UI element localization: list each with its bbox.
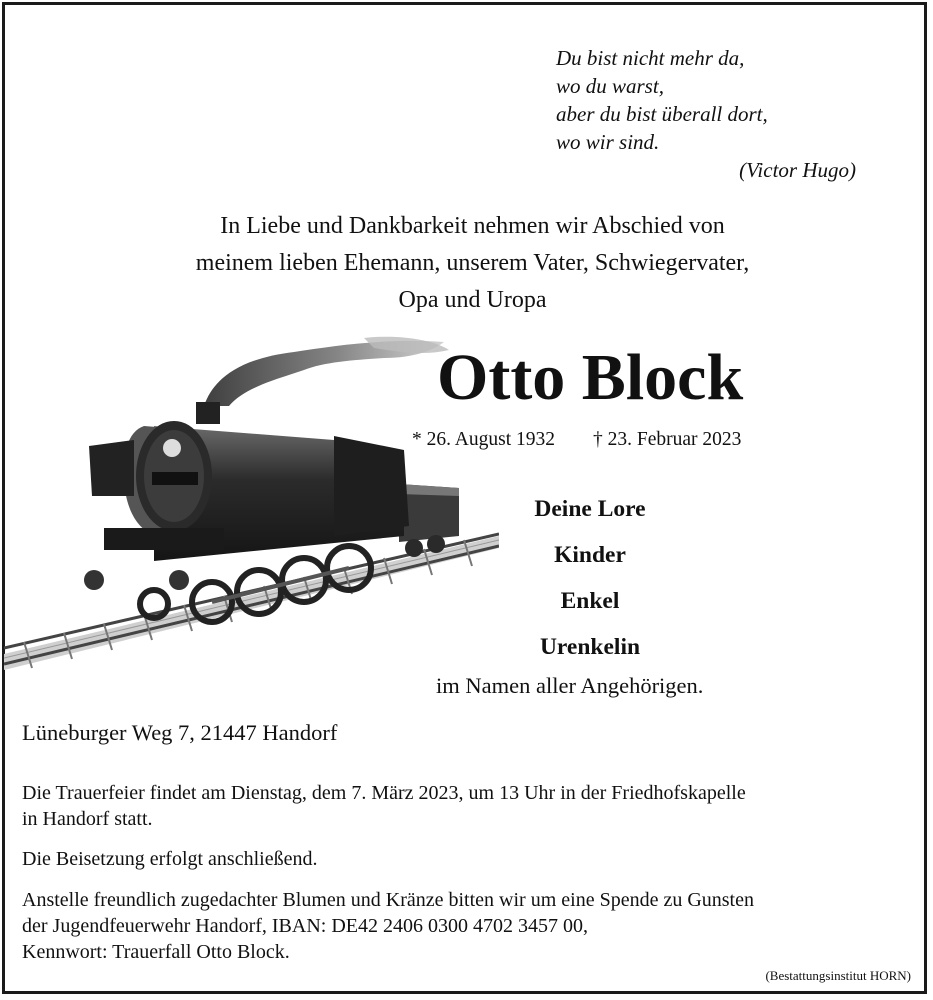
mourners-list [490,486,690,670]
intro-line: Opa und Uropa [398,287,547,313]
buffer [84,570,104,590]
intro-line: In Liebe und Dankbarkeit nehmen wir Abschied von [220,213,725,239]
donation-line: der Jugendfeuerwehr Handorf, IBAN: DE42 2406 0300 4702 3457 00, [22,915,588,937]
railway-track [4,534,499,670]
poem-attribution: (Victor Hugo) [739,158,856,182]
poem-quote [556,44,876,184]
poem-line: Du bist nicht mehr da, [556,46,745,70]
intro-text [100,208,845,319]
steam-locomotive-illustration [4,336,499,672]
service-line: in Handorf statt. [22,808,153,830]
donation-info [22,887,902,965]
burial-info: Die Beisetzung erfolgt anschließend. [22,848,318,870]
mourner-address: Lüneburger Weg 7, 21447 Handorf [22,720,338,745]
service-info [22,780,902,832]
service-line: Die Trauerfeier findet am Dienstag, dem 7. März 2023, um 13 Uhr in der Friedhofskapelle [22,782,746,804]
life-dates [412,428,741,452]
birth-date: * 26. August 1932 [412,429,556,450]
mourner: Enkel [560,588,620,614]
mourner: Kinder [554,542,626,568]
donation-line: Anstelle freundlich zugedachter Blumen und Kränze bitten wir um eine Spende zu Gunsten [22,889,754,911]
behalf-text: im Namen aller Angehörigen. [436,673,704,698]
buffer [169,570,189,590]
locomotive-body [89,402,409,561]
intro-line: meinem lieben Ehemann, unserem Vater, Schwiegervater, [195,250,750,276]
death-date: † 23. Februar 2023 [593,429,742,450]
deceased-name: Otto Block [437,341,744,414]
poem-line: wo du warst, [556,74,664,98]
poem-line: aber du bist überall dort, [556,102,768,126]
mourner: Urenkelin [539,634,641,660]
donation-line: Kennwort: Trauerfall Otto Block. [22,941,290,963]
mourner: Deine Lore [534,496,646,522]
smoke-plume [204,337,449,406]
funeral-agency: (Bestattungsinstitut HORN) [765,968,911,983]
poem-line: wo wir sind. [556,130,660,154]
